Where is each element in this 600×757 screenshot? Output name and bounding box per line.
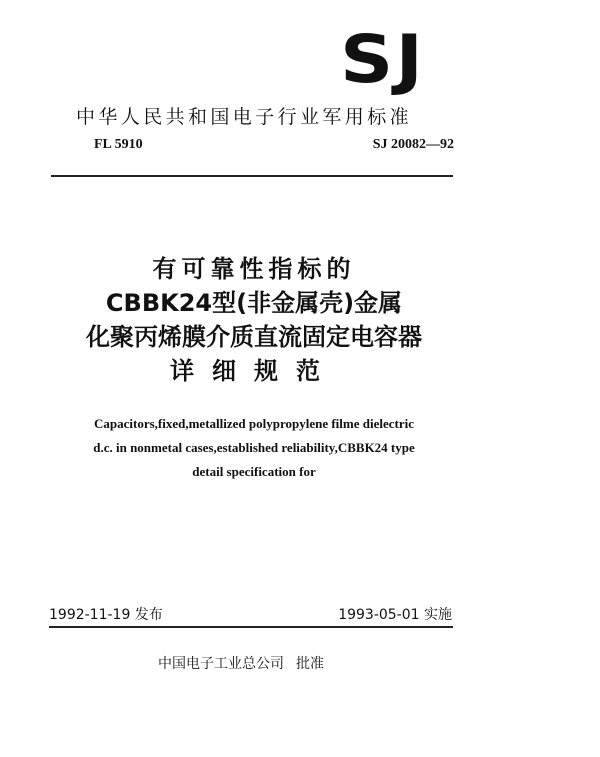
bottom-divider [49,626,453,628]
standard-category: 中华人民共和国电子行业军用标准 [76,106,413,128]
chinese-title-line-2: CBBK24型(非金属壳)金属 [105,289,403,317]
english-title-line-2: d.c. in nonmetal cases,established reliability,CBBK24 type [93,440,415,455]
issue-date: 1992-11-19 发布 [49,607,163,623]
top-divider [51,175,453,177]
approval-line [158,653,324,673]
implementation-date: 1993-05-01 实施 [338,607,452,623]
english-title-line-3: detail specification for [192,464,316,479]
approving-authority: 中国电子工业总公司 [158,656,284,672]
sj-logo: SJ [340,21,426,98]
english-title-line-1: Capacitors,fixed,metallized polypropylene filme dielectric [94,416,414,431]
chinese-title-line-3: 化聚丙烯膜介质直流固定电容器 [86,323,422,351]
approval-word: 批准 [296,656,324,672]
standard-number: SJ 20082—92 [372,137,454,152]
chinese-title-line-4: 详细规范 [170,357,338,385]
chinese-title-line-1: 有可靠性指标的 [152,255,356,283]
chinese-title [0,252,508,388]
fl-classification-code: FL 5910 [94,137,143,152]
english-title [0,412,508,484]
